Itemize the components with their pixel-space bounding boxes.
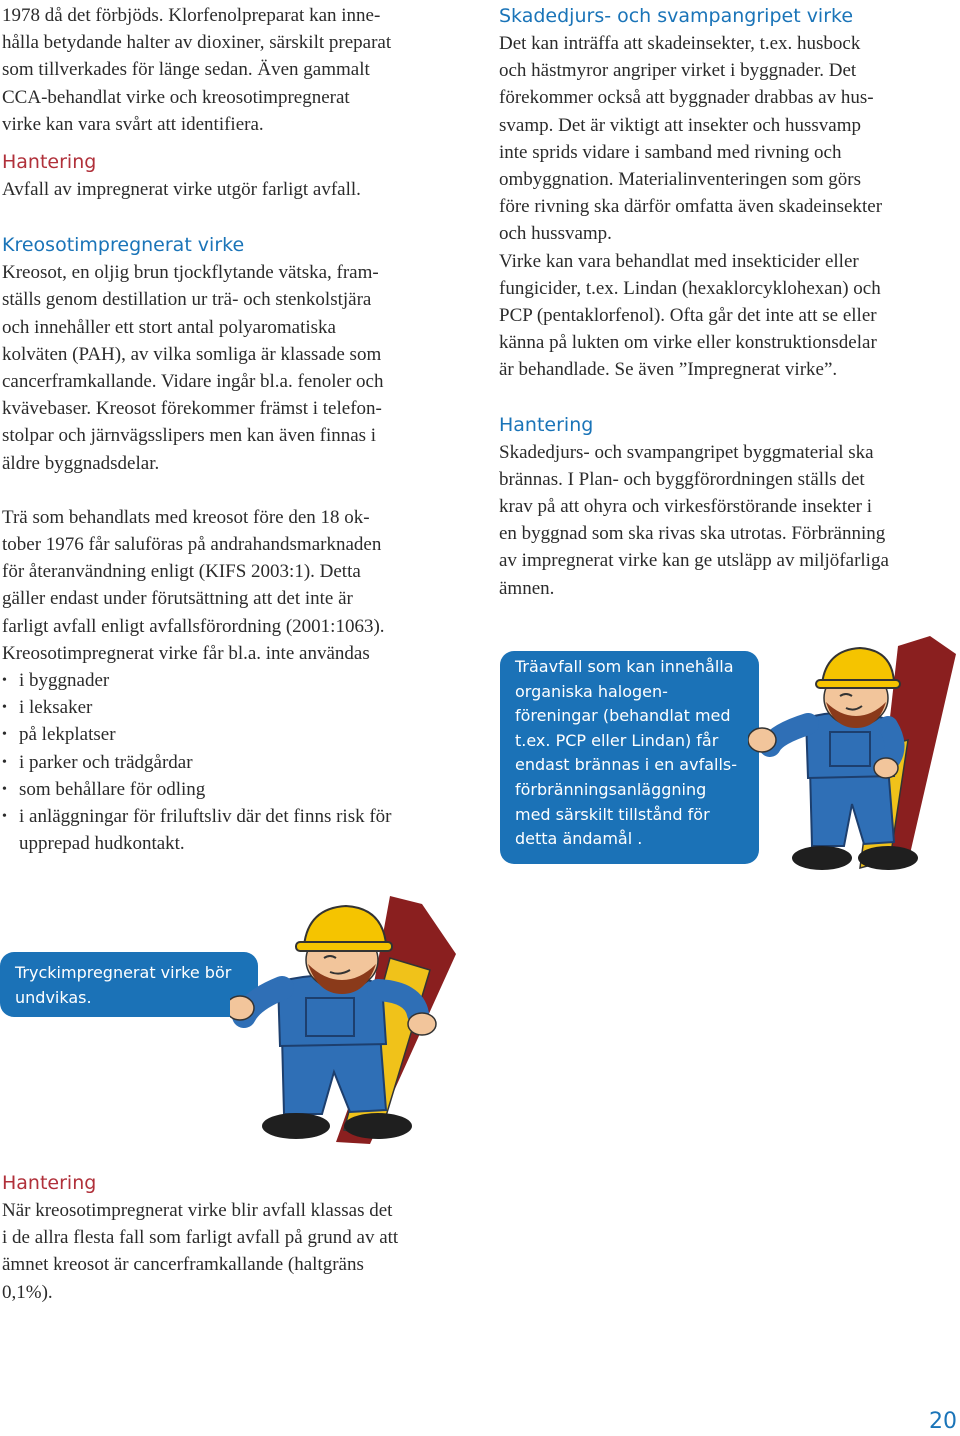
skadedjur-line: ombyggnation. Materialinventeringen som görs xyxy=(499,169,861,191)
bullet-continuation: upprepad hudkontakt. xyxy=(19,833,185,855)
left-column xyxy=(2,2,470,857)
skadedjur-line: och hussvamp. xyxy=(499,223,612,245)
list-item: • som behållare för odling xyxy=(2,776,470,803)
intro-line: hålla betydande halter av dioxiner, särskilt preparat xyxy=(2,32,392,54)
hantering-text: Avfall av impregnerat virke utgör farligt avfall. xyxy=(2,179,361,201)
hantering-heading: Hantering xyxy=(499,413,594,436)
intro-line: CCA-behandlat virke och kreosotimpregnerat xyxy=(2,86,350,108)
list-item: • i byggnader xyxy=(2,667,470,694)
list-item: • i anläggningar för friluftsliv där det finns risk för xyxy=(2,803,470,830)
hantering-line: ämnet kreosot är cancerframkallande (haltgräns xyxy=(2,1254,364,1276)
skadedjur-heading: Skadedjurs- och svampangripet virke xyxy=(499,5,854,27)
kreosot-line: kolväten (PAH), av vilka somliga är klassade som xyxy=(2,343,382,365)
callout-line: föreningar (behandlat med xyxy=(515,706,731,726)
kreosot-line: äldre byggnadsdelar. xyxy=(2,452,160,474)
halogen-callout-box xyxy=(500,651,759,864)
callout-line: undvikas. xyxy=(15,987,92,1007)
worker-illustration-icon xyxy=(230,896,470,1146)
kreosot-line: Kreosot, en oljig brun tjockflytande vätska, fram- xyxy=(2,262,379,284)
hantering-line: brännas. I Plan- och byggförordningen ställs det xyxy=(499,468,865,490)
hantering-line: När kreosotimpregnerat virke blir avfall klassas det xyxy=(2,1200,393,1221)
hantering-line: ämnen. xyxy=(499,577,555,599)
callout-line: med särskilt tillstånd för xyxy=(515,804,710,824)
hantering-line: en byggnad som ska rivas ska utrotas. Förbränning xyxy=(499,523,886,545)
skadedjur-line: inte sprids vidare i samband med rivning och xyxy=(499,141,842,163)
callout-line: t.ex. PCP eller Lindan) får xyxy=(515,730,719,750)
bottom-column xyxy=(2,1169,470,1306)
kreosot-line: cancerframkallande. Vidare ingår bl.a. fenoler och xyxy=(2,371,384,393)
skadedjur-line: före rivning ska därför omfatta även skadeinsekter xyxy=(499,196,883,218)
skadedjur-line: förekommer också att byggnader drabbas av hus- xyxy=(499,87,874,109)
list-item: • på lekplatser xyxy=(2,721,470,748)
tra-line: gäller endast under förutsättning att det inte är xyxy=(2,588,353,610)
kreosot-line: stolpar och järnvägsslipers men kan även finnas i xyxy=(2,425,377,447)
callout-line: förbränningsanläggning xyxy=(515,779,707,799)
kreosot-heading: Kreosotimpregnerat virke xyxy=(2,234,245,257)
skadedjur-line: Virke kan vara behandlat med insekticider eller xyxy=(499,250,859,272)
callout-line: organiska halogen- xyxy=(515,681,668,701)
skadedjur-line: och hästmyror angriper virket i byggnader. Det xyxy=(499,60,857,82)
intro-line: virke kan vara svårt att identifiera. xyxy=(2,113,264,135)
callout-line: Träavfall som kan innehålla xyxy=(515,657,734,676)
intro-line: som tillverkades för länge sedan. Även gammalt xyxy=(2,59,370,81)
callout-line: endast brännas i en avfalls- xyxy=(515,755,737,775)
hantering-line: 0,1%). xyxy=(2,1281,53,1303)
skadedjur-line: svamp. Det är viktigt att insekter och hussvamp xyxy=(499,114,861,136)
skadedjur-line: PCP (pentaklorfenol). Ofta går det inte att se eller xyxy=(499,305,877,327)
skadedjur-line: Det kan inträffa att skadeinsekter, t.ex. husbock xyxy=(499,33,861,54)
hantering-heading: Hantering xyxy=(2,151,97,174)
tra-line: farligt avfall enligt avfallsförordning (2001:1063). xyxy=(2,615,385,637)
intro-line: 1978 då det förbjöds. Klorfenolpreparat kan inne- xyxy=(2,5,381,26)
worker-illustration-icon xyxy=(748,636,960,884)
kreosot-line: kvävebaser. Kreosot förekommer främst i telefon- xyxy=(2,398,382,420)
hantering-line: av impregnerat virke kan ge utsläpp av miljöfarliga xyxy=(499,550,889,572)
tra-line: Kreosotimpregnerat virke får bl.a. inte användas xyxy=(2,642,370,664)
list-item: • i parker och trädgårdar xyxy=(2,749,470,776)
hantering-heading: Hantering xyxy=(2,1172,97,1194)
tryck-callout-box xyxy=(0,952,258,1017)
tra-line: för återanvändning enligt (KIFS 2003:1). Detta xyxy=(2,561,361,583)
hantering-line: krav på att ohyra och virkesförstörande insekter i xyxy=(499,496,873,518)
page-number: 20 xyxy=(929,1409,957,1434)
callout-line: detta ändamål . xyxy=(515,829,643,849)
kreosot-line: ställs genom destillation ur trä- och stenkolstjära xyxy=(2,289,372,311)
tra-line: tober 1976 får saluföras på andrahandsmarknaden xyxy=(2,534,382,556)
skadedjur-line: känna på lukten om virke eller konstruktionsdelar xyxy=(499,332,877,354)
right-column xyxy=(499,2,960,602)
tra-line: Trä som behandlats med kreosot före den 18 ok- xyxy=(2,506,370,528)
hantering-line: Skadedjurs- och svampangripet byggmaterial ska xyxy=(499,441,874,463)
skadedjur-line: är behandlade. Se även ”Impregnerat virke”. xyxy=(499,359,838,381)
list-item: • i leksaker xyxy=(2,694,470,721)
kreosot-line: och innehåller ett stort antal polyaromatiska xyxy=(2,316,336,338)
callout-line: Tryckimpregnerat virke bör xyxy=(15,963,232,982)
hantering-line: i de allra flesta fall som farligt avfall på grund av att xyxy=(2,1227,399,1249)
usage-bullet-list xyxy=(2,667,470,830)
skadedjur-line: fungicider, t.ex. Lindan (hexaklorcyklohexan) och xyxy=(499,277,881,299)
